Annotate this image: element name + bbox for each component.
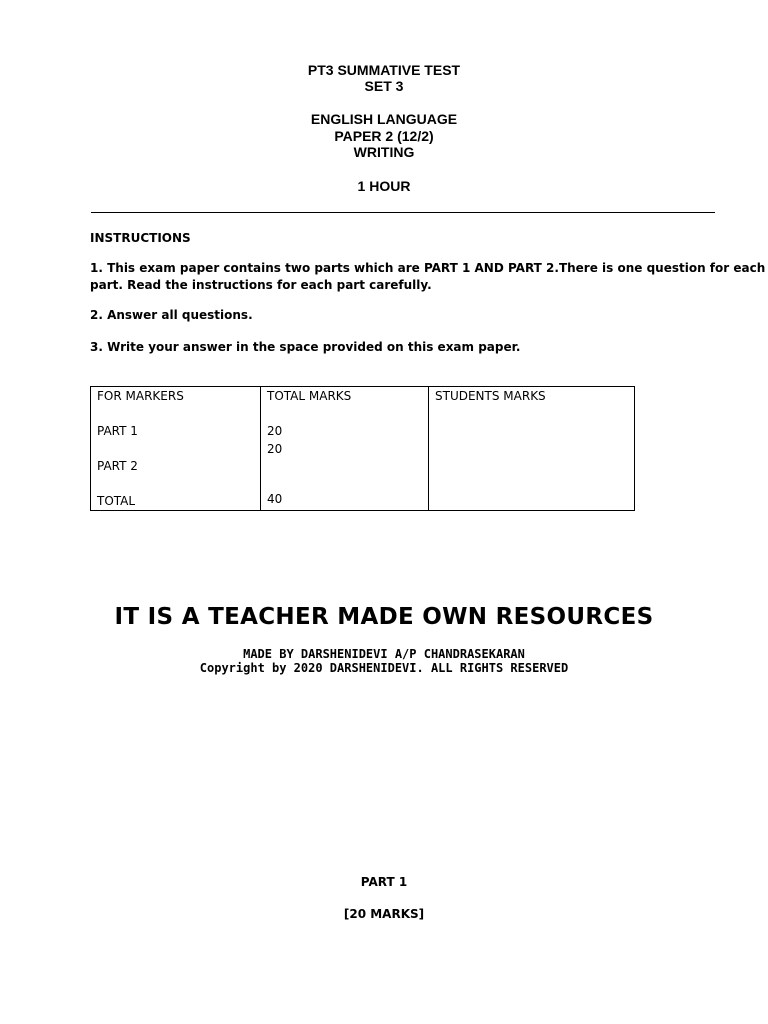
markers-column: [91, 387, 261, 511]
part-1-marks: 20: [267, 424, 283, 438]
instructions-heading: INSTRUCTIONS: [90, 231, 191, 245]
set-label: SET 3: [364, 78, 404, 94]
author-credit: MADE BY DARSHENIDEVI A/P CHANDRASEKARAN: [243, 647, 525, 661]
students-marks-header: STUDENTS MARKS: [435, 389, 546, 403]
part-1-marks-label: [20 MARKS]: [343, 907, 425, 921]
test-title: PT3 SUMMATIVE TEST: [307, 62, 461, 78]
total-marks-header: TOTAL MARKS: [267, 389, 352, 403]
instruction-2: 2. Answer all questions.: [90, 308, 253, 322]
for-markers-header: FOR MARKERS: [97, 389, 184, 403]
part-2-marks: 20: [267, 442, 283, 456]
paper-label: PAPER 2 (12/2): [334, 128, 434, 144]
total-label: TOTAL: [97, 494, 136, 508]
part-1-label: PART 1: [97, 424, 138, 438]
students-marks-column: [429, 387, 635, 511]
resource-banner-title: IT IS A TEACHER MADE OWN RESOURCES: [114, 604, 654, 630]
instruction-1-line-2: part. Read the instructions for each part carefully.: [90, 278, 432, 292]
paper-type-label: WRITING: [353, 144, 415, 160]
part-2-label: PART 2: [97, 459, 138, 473]
total-marks-column: [261, 387, 429, 511]
instruction-1-line-1: 1. This exam paper contains two parts which are PART 1 AND PART 2.There is one question for each: [90, 261, 766, 275]
duration-label: 1 HOUR: [357, 178, 411, 194]
subject-label: ENGLISH LANGUAGE: [310, 111, 458, 127]
marks-table: [90, 386, 635, 511]
part-1-title: PART 1: [360, 875, 408, 889]
copyright-notice: Copyright by 2020 DARSHENIDEVI. ALL RIGHTS RESERVED: [199, 661, 569, 675]
instruction-3: 3. Write your answer in the space provided on this exam paper.: [90, 340, 521, 354]
total-marks-value: 40: [267, 492, 283, 506]
header-divider: [91, 212, 715, 213]
